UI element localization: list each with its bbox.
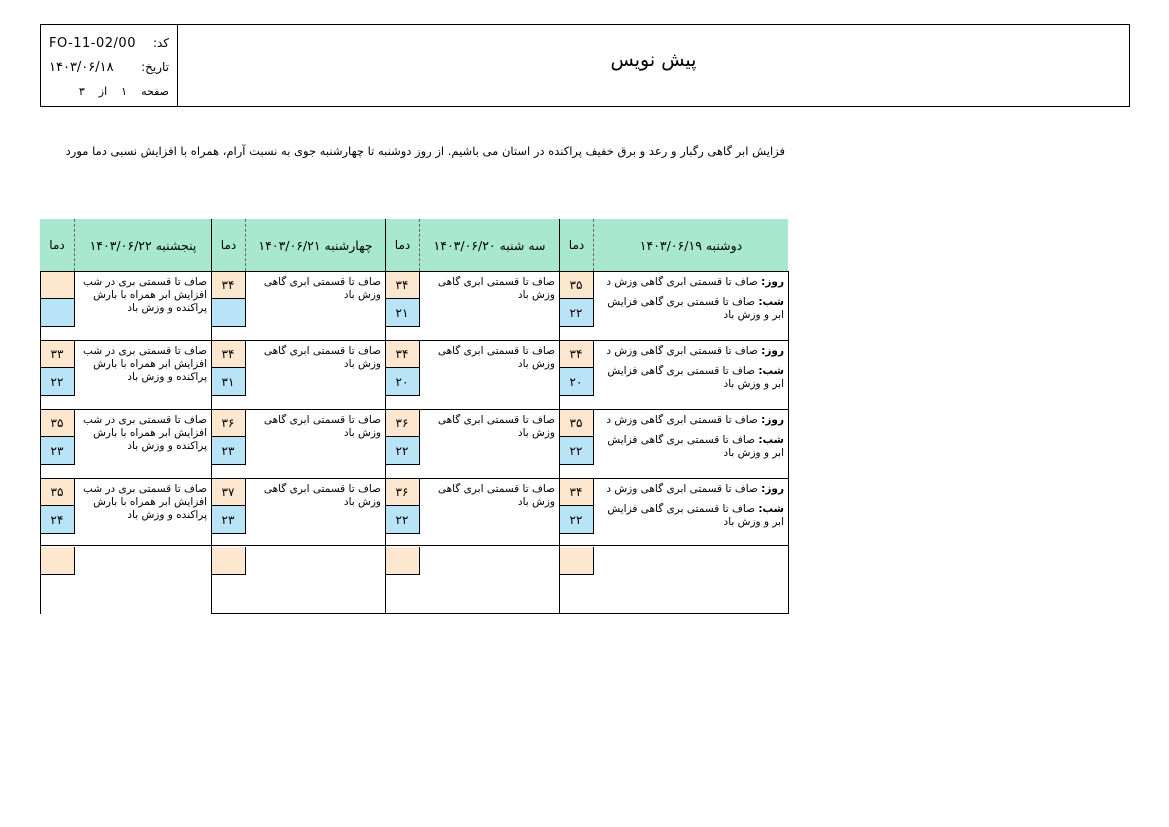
forecast-text: [594, 340, 788, 391]
table-row: [385, 271, 559, 340]
column-header: [385, 219, 559, 271]
forecast-text: صاف تا قسمتی ابری گاهی وزش باد: [263, 483, 381, 508]
table-row: [559, 271, 788, 340]
table-row: [211, 271, 385, 340]
day-name: سه شنبه ۱۴۰۳/۰۶/۲۰: [433, 237, 546, 253]
day-forecast: [598, 483, 784, 496]
forecast-text: [594, 271, 788, 322]
night-forecast: [598, 365, 784, 391]
temp-max: ۳۵: [559, 271, 594, 299]
grid-line: [40, 340, 788, 341]
forecast-text: صاف تا قسمتی بری در شب افزایش ابر همراه با بارش پراکنده و وزش باد: [83, 345, 207, 383]
forecast-table: [40, 219, 788, 614]
temp-header: دما: [211, 219, 246, 271]
temp-max-empty: [559, 547, 594, 575]
forecast-text: صاف تا قسمتی بری در شب افزایش ابر همراه با بارش پراکنده و وزش باد: [83, 483, 207, 521]
page-total: ۳: [78, 84, 85, 98]
temp-max: ۳۴: [559, 478, 594, 506]
table-row: [40, 409, 211, 478]
temp-min: ۲۲: [559, 506, 594, 534]
temp-header: دما: [559, 219, 594, 271]
night-label: شب:: [758, 365, 784, 377]
night-forecast: [598, 503, 784, 529]
temp-max: ۳۵: [40, 409, 75, 437]
day-forecast-text: صاف تا قسمتی ابری گاهی وزش د: [606, 414, 758, 426]
forecast-text: صاف تا قسمتی ابری گاهی وزش باد: [437, 483, 555, 508]
temp-max-empty: [385, 547, 420, 575]
forecast-text: صاف تا قسمتی ابری گاهی وزش باد: [263, 414, 381, 439]
temp-min: [211, 299, 246, 327]
temp-min: ۳۱: [211, 368, 246, 396]
grid-line: [40, 271, 788, 272]
day-name: پنجشنبه ۱۴۰۳/۰۶/۲۲: [89, 237, 197, 253]
temp-max: ۳۴: [211, 271, 246, 299]
table-row: [40, 340, 211, 409]
page-label: صفحه: [141, 84, 169, 98]
table-row: [211, 340, 385, 409]
night-forecast-text: صاف تا قسمتی بری گاهی فزایش ابر و وزش باد: [607, 365, 784, 390]
table-row: [385, 340, 559, 409]
temp-max: [40, 271, 75, 299]
day-label: روز:: [761, 276, 784, 288]
temp-max: ۳۴: [385, 340, 420, 368]
temp-max: ۳۳: [40, 340, 75, 368]
column-header: [559, 219, 788, 271]
date-label: تاریخ:: [141, 60, 169, 74]
night-label: شب:: [758, 434, 784, 446]
forecast-text: صاف تا قسمتی بری در شب افزایش ابر همراه با بارش پراکنده و وزش باد: [83, 276, 207, 314]
page-title: پیش نویس: [610, 48, 697, 71]
grid-line: [211, 271, 212, 614]
grid-line: [40, 409, 788, 410]
table-row: [559, 409, 788, 478]
temp-max: ۳۷: [211, 478, 246, 506]
temp-min: ۲۱: [385, 299, 420, 327]
temp-min: ۲۲: [559, 299, 594, 327]
page-of-label: از: [98, 84, 108, 98]
day-column-wednesday: [211, 219, 385, 614]
temp-max: ۳۵: [559, 409, 594, 437]
temp-min: ۲۴: [40, 506, 75, 534]
day-label: روز:: [761, 345, 784, 357]
forecast-text: صاف تا قسمتی ابری گاهی وزش باد: [437, 345, 555, 370]
temp-header: دما: [385, 219, 420, 271]
night-forecast-text: صاف تا قسمتی بری گاهی فزایش ابر و وزش باد: [607, 296, 784, 321]
night-forecast: [598, 434, 784, 460]
date-value: ۱۴۰۳/۰۶/۱۸: [49, 59, 114, 75]
document-header: [40, 24, 1130, 107]
temp-min: ۲۲: [559, 437, 594, 465]
night-forecast-text: صاف تا قسمتی بری گاهی فزایش ابر و وزش باد: [607, 434, 784, 459]
temp-min: ۲۲: [385, 437, 420, 465]
grid-line: [211, 613, 788, 614]
forecast-text: صاف تا قسمتی ابری گاهی وزش باد: [263, 345, 381, 370]
temp-min: ۲۲: [385, 506, 420, 534]
forecast-text: صاف تا قسمتی بری در شب افزایش ابر همراه با بارش پراکنده و وزش باد: [83, 414, 207, 452]
day-name: دوشنبه ۱۴۰۳/۰۶/۱۹: [639, 237, 743, 253]
table-row: [559, 478, 788, 547]
temp-max: ۳۶: [211, 409, 246, 437]
forecast-text: صاف تا قسمتی ابری گاهی وزش باد: [263, 276, 381, 301]
temp-min: ۲۲: [40, 368, 75, 396]
temp-min: ۲۳: [211, 437, 246, 465]
table-row-empty: [385, 547, 559, 616]
night-label: شب:: [758, 296, 784, 308]
day-forecast: [598, 414, 784, 427]
night-forecast: [598, 296, 784, 322]
day-forecast-text: صاف تا قسمتی ابری گاهی وزش د: [606, 483, 758, 495]
table-row: [211, 409, 385, 478]
temp-min: ۲۳: [40, 437, 75, 465]
day-column-tuesday: [385, 219, 559, 614]
temp-header: دما: [40, 219, 75, 271]
temp-max: ۳۶: [385, 478, 420, 506]
temp-min: ۲۰: [385, 368, 420, 396]
column-header: [40, 219, 211, 271]
forecast-summary: فزایش ابر گاهی رگبار و رعد و برق خفیف پراکنده در استان می باشیم. از روز دوشنبه تا چهارشنبه جوی به نسبت آرام، همراه با افزایش نسبی دما مورد: [65, 144, 785, 158]
forecast-text: صاف تا قسمتی ابری گاهی وزش باد: [437, 414, 555, 439]
forecast-text: [594, 478, 788, 529]
night-forecast-text: صاف تا قسمتی بری گاهی فزایش ابر و وزش باد: [607, 503, 784, 528]
code-value: FO-11-02/00: [49, 35, 136, 51]
day-forecast-text: صاف تا قسمتی ابری گاهی وزش د: [606, 276, 758, 288]
column-header: [211, 219, 385, 271]
table-row: [559, 340, 788, 409]
table-row-empty: [40, 547, 211, 616]
forecast-text: [594, 409, 788, 460]
table-row: [40, 478, 211, 547]
temp-max: ۳۴: [211, 340, 246, 368]
day-name: چهارشنبه ۱۴۰۳/۰۶/۲۱: [258, 237, 373, 253]
grid-line: [788, 271, 789, 614]
page-number: ۱: [121, 84, 128, 98]
grid-line: [40, 271, 41, 614]
temp-max: ۳۴: [385, 271, 420, 299]
code-label: کد:: [152, 36, 169, 50]
day-forecast-text: صاف تا قسمتی ابری گاهی وزش د: [606, 345, 758, 357]
grid-line: [40, 478, 788, 479]
table-row: [211, 478, 385, 547]
table-row: [40, 271, 211, 340]
day-label: روز:: [761, 483, 784, 495]
temp-max: ۳۵: [40, 478, 75, 506]
day-label: روز:: [761, 414, 784, 426]
grid-line: [40, 545, 788, 546]
grid-line: [559, 271, 560, 614]
table-row: [385, 478, 559, 547]
forecast-text: صاف تا قسمتی ابری گاهی وزش باد: [437, 276, 555, 301]
day-forecast: [598, 276, 784, 289]
temp-max: ۳۴: [559, 340, 594, 368]
document-meta: [41, 25, 178, 106]
temp-min: ۲۰: [559, 368, 594, 396]
night-label: شب:: [758, 503, 784, 515]
temp-min: [40, 299, 75, 327]
day-forecast: [598, 345, 784, 358]
temp-max-empty: [211, 547, 246, 575]
day-column-monday: [559, 219, 788, 614]
temp-max-empty: [40, 547, 75, 575]
temp-min: ۲۳: [211, 506, 246, 534]
temp-max: ۳۶: [385, 409, 420, 437]
grid-line: [385, 271, 386, 614]
table-row: [385, 409, 559, 478]
day-column-thursday: [40, 219, 211, 614]
table-row-empty: [211, 547, 385, 616]
table-row-empty: [559, 547, 788, 616]
